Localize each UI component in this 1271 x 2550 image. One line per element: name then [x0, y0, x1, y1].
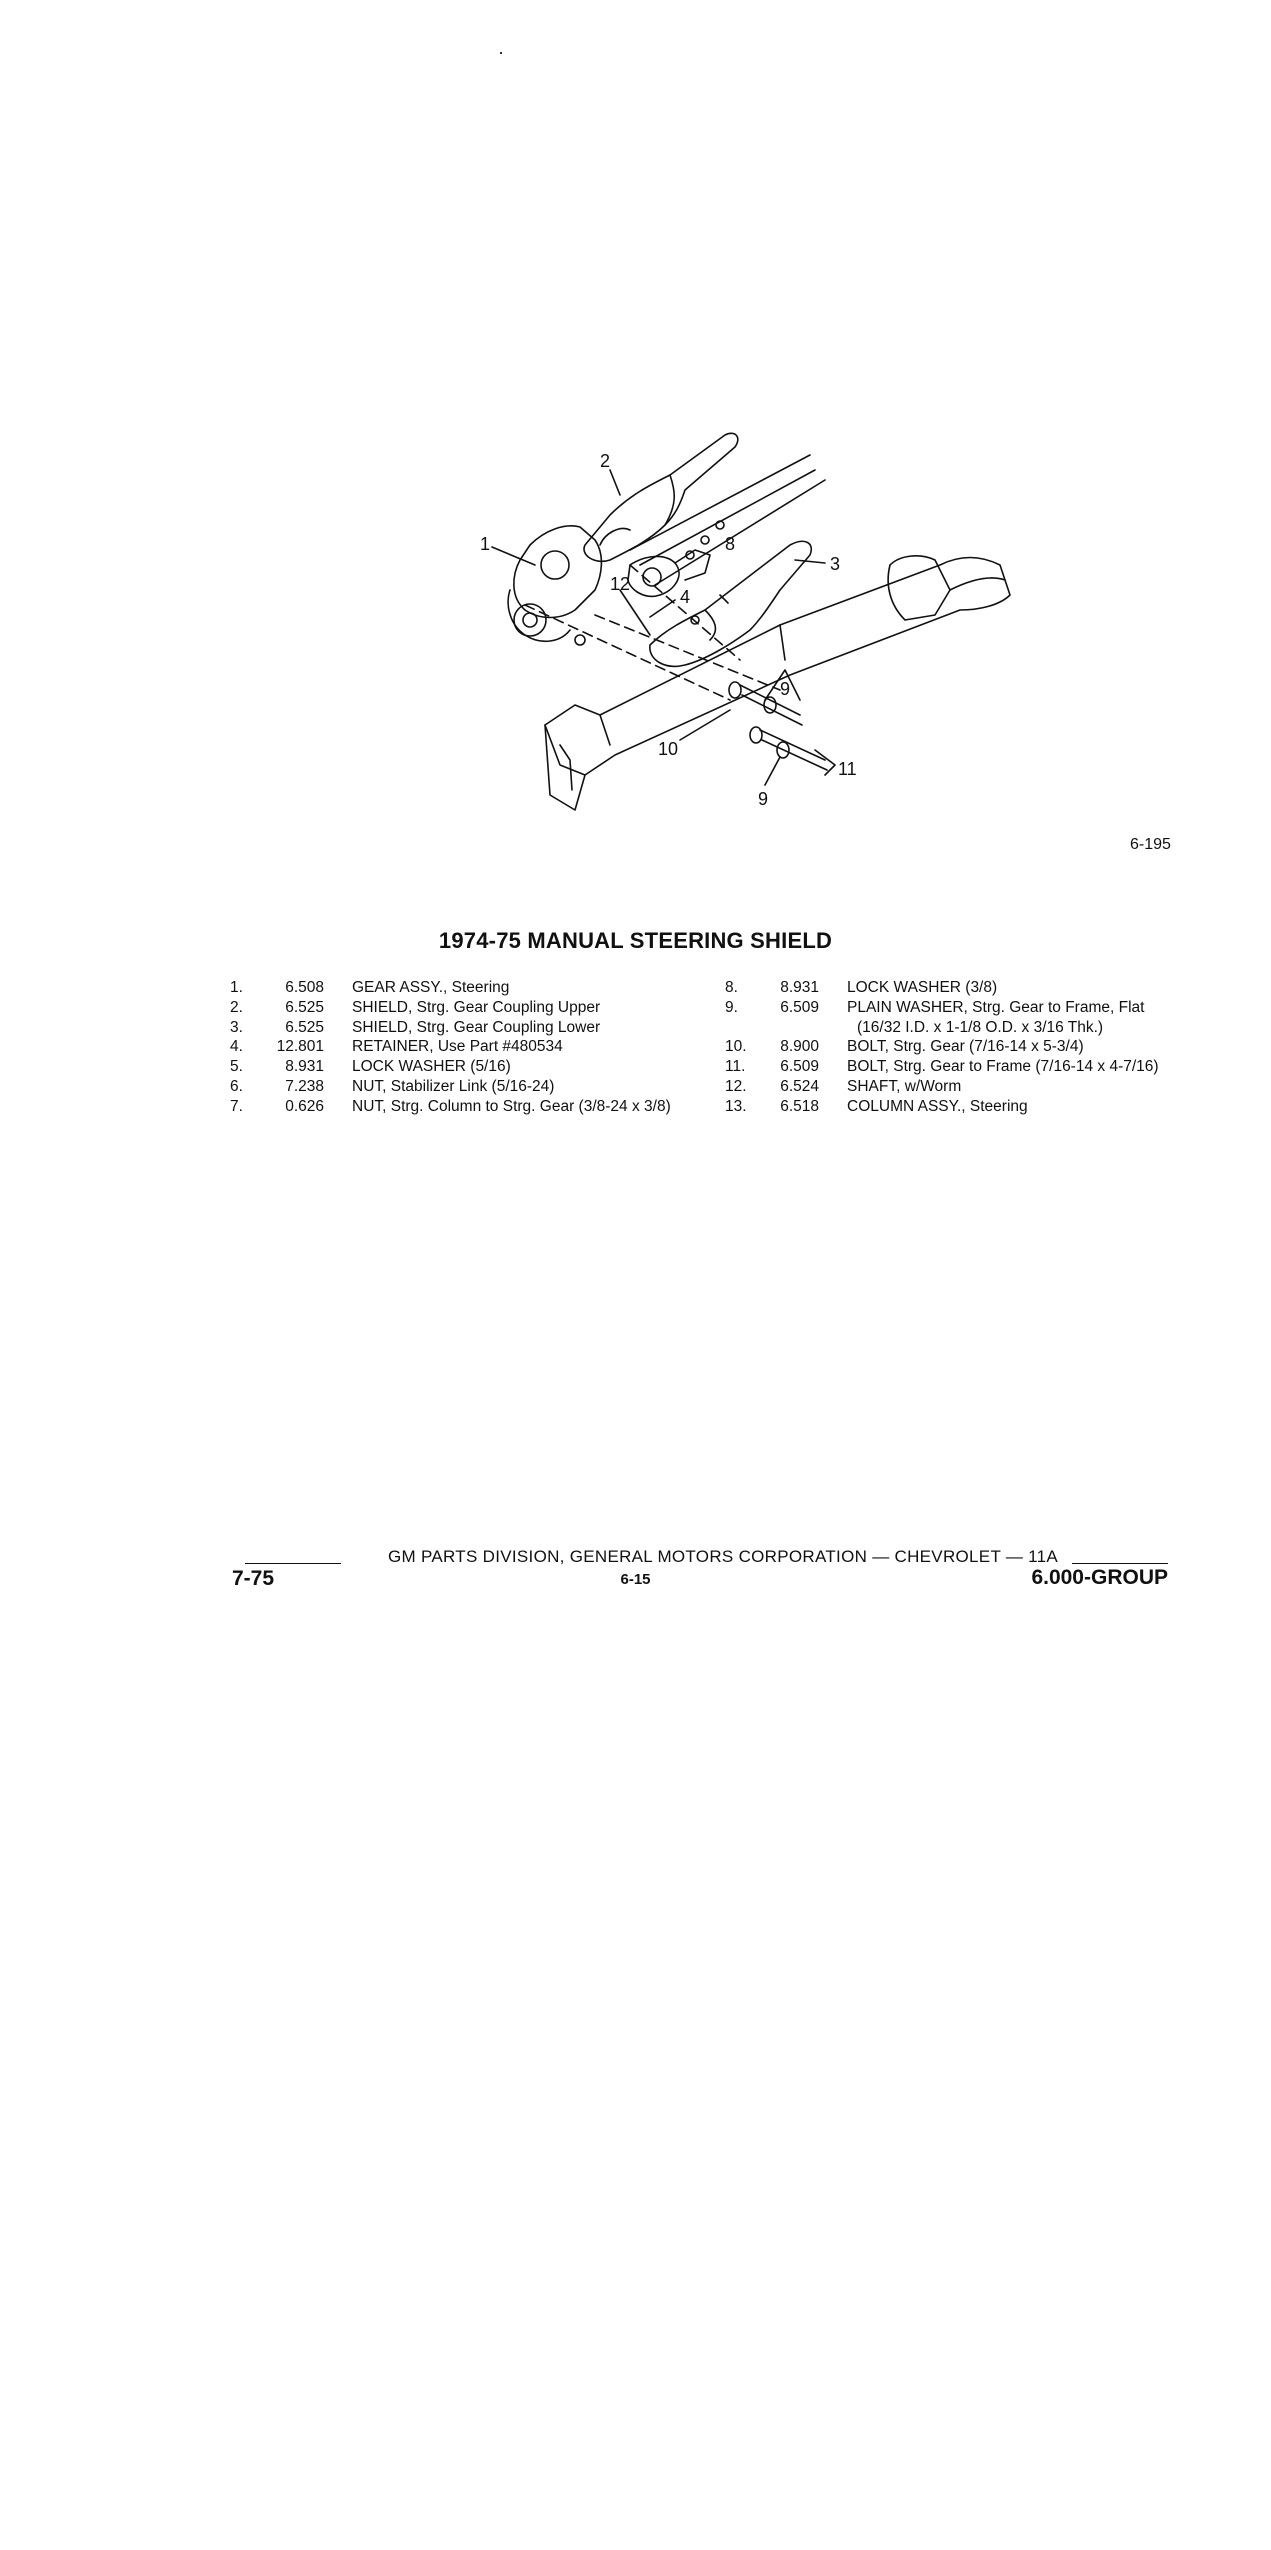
item-number: 2. — [230, 998, 243, 1016]
legend-row — [230, 998, 671, 1018]
legend-row — [725, 1097, 1159, 1117]
group-code: 6.524 — [780, 1077, 819, 1095]
item-description: NUT, Strg. Column to Strg. Gear (3/8-24 x 3/8) — [352, 1097, 671, 1115]
item-description: NUT, Stabilizer Link (5/16-24) — [352, 1077, 555, 1095]
group-code: 6.508 — [285, 979, 324, 996]
group-code: 6.525 — [285, 1018, 324, 1036]
item-number: 7. — [230, 1097, 243, 1115]
legend-row — [725, 998, 1159, 1018]
legend-row — [725, 1057, 1159, 1077]
item-description: RETAINER, Use Part #480534 — [352, 1038, 563, 1056]
group-code: 6.509 — [780, 1058, 819, 1076]
group-code: 7.238 — [285, 1077, 324, 1095]
item-description: BOLT, Strg. Gear to Frame (7/16-14 x 4-7/16) — [847, 1058, 1159, 1076]
item-number: 13. — [725, 1097, 747, 1115]
footer-rule-left — [245, 1563, 341, 1564]
group-code: 12.801 — [276, 1038, 324, 1056]
item-description: (16/32 I.D. x 1-1/8 O.D. x 3/16 Thk.) — [857, 1018, 1104, 1036]
item-number — [725, 1018, 759, 1038]
item-number: 11. — [725, 1058, 746, 1076]
group-code: 6.525 — [285, 998, 324, 1016]
steering-shield-illustration — [480, 415, 1020, 885]
item-description: SHAFT, w/Worm — [847, 1077, 962, 1095]
item-number: 5. — [230, 1058, 243, 1076]
callout-9-upper: 9 — [780, 679, 791, 699]
legend-row — [725, 1077, 1159, 1097]
scan-speck — [500, 52, 502, 54]
item-description: BOLT, Strg. Gear (7/16-14 x 5-3/4) — [847, 1038, 1084, 1056]
callout-1: 1 — [480, 534, 491, 554]
legend-row-continuation — [725, 1018, 1159, 1038]
legend-row — [230, 1018, 671, 1038]
legend-row — [725, 1037, 1159, 1057]
footer-publisher: GM PARTS DIVISION, GENERAL MOTORS CORPORATION — CHEVROLET — 11A — [388, 1547, 1059, 1566]
group-code: 8.931 — [285, 1058, 324, 1076]
callout-10: 10 — [658, 739, 679, 759]
group-code: 0.626 — [285, 1097, 324, 1115]
callout-2: 2 — [600, 451, 611, 471]
legend-row — [230, 1057, 671, 1077]
legend-row — [230, 1097, 671, 1117]
item-description: LOCK WASHER (5/16) — [352, 1058, 511, 1076]
group-code — [759, 1018, 819, 1038]
group-code: 6.509 — [780, 998, 819, 1016]
item-description: GEAR ASSY., Steering — [352, 979, 510, 996]
page-title: 1974-75 MANUAL STEERING SHIELD — [438, 928, 833, 953]
callout-11: 11 — [838, 759, 857, 779]
figure-id: 6-195 — [1130, 836, 1171, 853]
footer-group: 6.000-GROUP — [1031, 1566, 1168, 1589]
item-number: 1. — [230, 979, 243, 996]
item-number: 10. — [725, 1038, 747, 1056]
legend-right — [725, 978, 1159, 1117]
legend-row — [230, 1077, 671, 1097]
legend-left — [230, 978, 671, 1117]
footer-page-number: 6-15 — [620, 1571, 651, 1588]
item-description: SHIELD, Strg. Gear Coupling Upper — [352, 998, 601, 1016]
item-number: 8. — [725, 979, 738, 996]
legend-row — [230, 1037, 671, 1057]
legend-row — [230, 978, 671, 998]
item-number: 9. — [725, 998, 738, 1016]
item-number: 3. — [230, 1018, 243, 1036]
item-description: PLAIN WASHER, Strg. Gear to Frame, Flat — [847, 998, 1145, 1016]
item-number: 4. — [230, 1038, 243, 1056]
item-description: SHIELD, Strg. Gear Coupling Lower — [352, 1018, 601, 1036]
item-number: 12. — [725, 1077, 747, 1095]
callout-4: 4 — [680, 587, 691, 607]
item-number: 6. — [230, 1077, 243, 1095]
group-code: 6.518 — [780, 1097, 819, 1115]
item-description: COLUMN ASSY., Steering — [847, 1097, 1028, 1115]
callout-3: 3 — [830, 554, 841, 574]
callout-12: 12 — [610, 574, 631, 594]
legend-row — [725, 978, 1159, 998]
callout-9-lower: 9 — [758, 789, 769, 809]
item-description: LOCK WASHER (3/8) — [847, 979, 998, 996]
footer-rule-right — [1072, 1563, 1168, 1564]
callout-8: 8 — [725, 534, 736, 554]
group-code: 8.931 — [780, 979, 819, 996]
footer-date: 7-75 — [232, 1567, 275, 1590]
group-code: 8.900 — [780, 1038, 819, 1056]
